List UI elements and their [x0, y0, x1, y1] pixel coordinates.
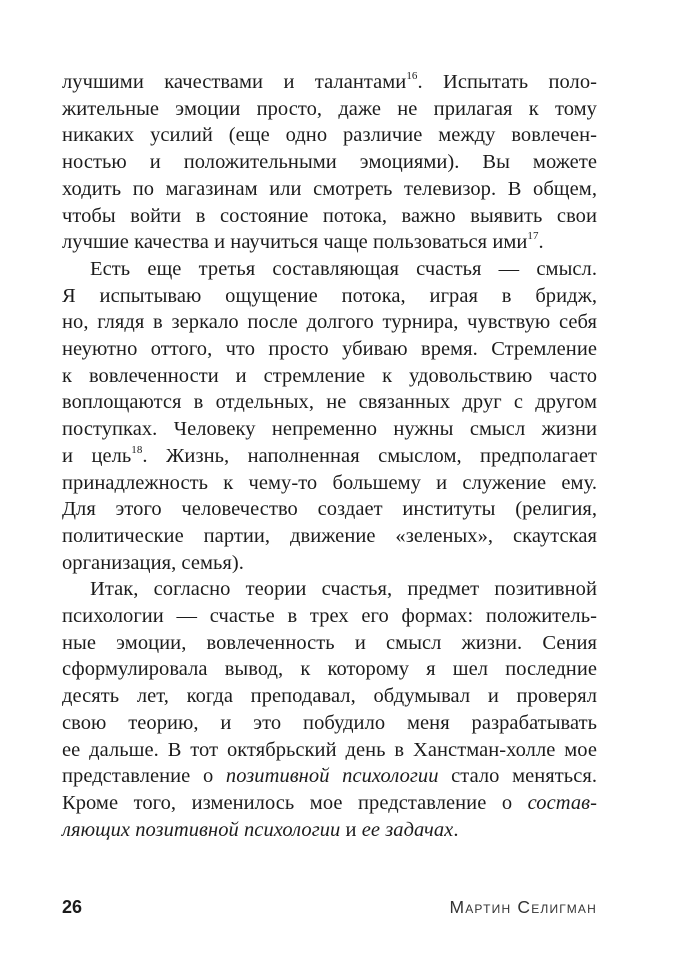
text-line: ляющих позитивной психологии и ее задачах. — [62, 818, 459, 841]
text-line: ные эмоции, вовлеченность и смысл жизни. Сения — [62, 631, 597, 654]
text-line: лучшими качествами и талантами$^{16}$. Испытать поло- — [62, 70, 597, 93]
text-line: ностью и положительными эмоциями). Вы можете — [62, 151, 597, 174]
footnote-ref: 16 — [406, 70, 418, 82]
text-line: лучшие качества и научиться чаще пользоваться ими$^{17}$. — [62, 230, 544, 254]
text-line: десять лет, когда преподавал, обдумывал и проверял — [62, 685, 597, 708]
italic-term: состав- — [527, 791, 597, 814]
text-line: к вовлеченности и стремление к удовольствию часто — [62, 364, 597, 387]
text-line: неуютно оттого, что просто убиваю время. Стремление — [62, 338, 597, 360]
text-line: свою теорию, и это побудило меня разрабатывать — [62, 711, 597, 734]
text-line: чтобы войти в состояние потока, важно выявить свои — [62, 204, 597, 227]
italic-term: ляющих позитивной психологии — [62, 818, 341, 841]
text-line: воплощаются в отдельных, не связанных друг с другом — [62, 391, 597, 414]
text-line: Кроме того, изменилось мое представление о состав- — [62, 791, 597, 814]
text-line: но, глядя в зеркало после долгого турнира, чувствую себя — [62, 311, 597, 334]
text-line: никаких усилий (еще одно различие между вовлечен- — [62, 124, 597, 147]
text-line: представление о позитивной психологии стало меняться. — [62, 765, 597, 788]
text-line: поступках. Человеку непременно нужны смысл жизни — [62, 418, 597, 441]
text-line: Для этого человечество создает институты (религия, — [62, 498, 597, 521]
running-footer-author: Мартин Селигман — [449, 897, 597, 917]
footnote-ref: 17 — [527, 230, 539, 243]
text-line: политические партии, движение «зеленых», скаутская — [62, 524, 597, 547]
page-number: 26 — [62, 897, 83, 917]
italic-term: позитивной психологии — [225, 765, 439, 788]
text-line: и цель$^{18}$. Жизнь, наполненная смыслом, предполагает — [62, 443, 597, 467]
footnote-ref: 18 — [131, 443, 143, 456]
text-line: принадлежность к чему-то большему и служение ему. — [62, 471, 597, 494]
paragraph-start: Итак, согласно теории счастья, предмет позитивной — [90, 578, 597, 601]
text-line: ходить по магазинам или смотреть телевизор. В общем, — [62, 177, 597, 200]
text-line: организация, семья). — [62, 551, 244, 574]
italic-term: ее задачах — [361, 818, 454, 841]
text-line: ее дальше. В тот октябрьский день в Ханстман-холле мое — [62, 738, 597, 761]
text-line: жительные эмоции просто, даже не прилагая к тому — [62, 97, 597, 120]
paragraph-start: Есть еще третья составляющая счастья — смысл. — [90, 257, 597, 280]
text-line: сформулировала вывод, к которому я шел последние — [62, 658, 597, 681]
text-line: Я испытываю ощущение потока, играя в бридж, — [62, 284, 597, 307]
text-line: психологии — счастье в трех его формах: положитель- — [62, 605, 597, 627]
